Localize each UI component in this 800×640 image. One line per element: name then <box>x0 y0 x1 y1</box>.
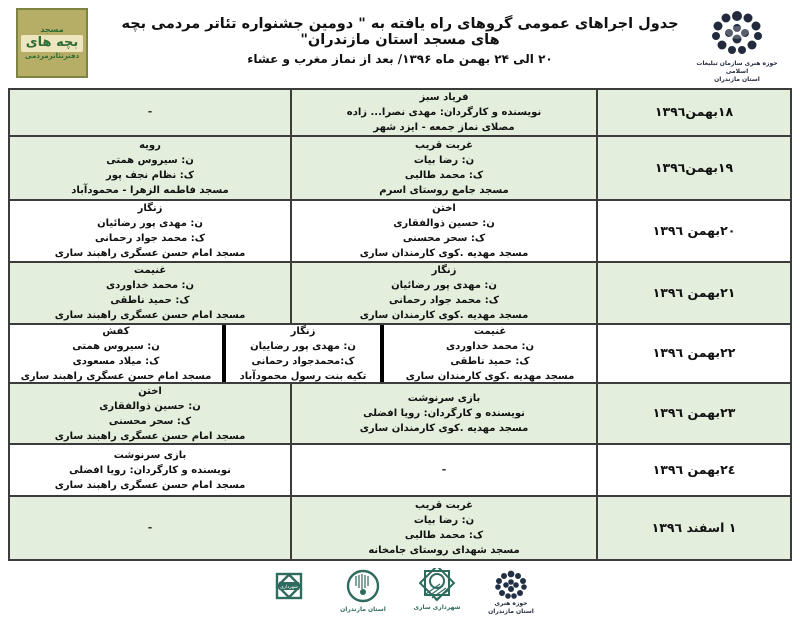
show-venue: مسجد مهدیه .کوی کارمندان ساری <box>359 423 529 434</box>
show-writer: ن: محمد خداوردی <box>445 340 535 352</box>
show-cell <box>10 445 292 495</box>
show-venue: مسجد امام حسن عسگری راهبند ساری <box>54 479 246 491</box>
masjed-children-theater-logo <box>16 8 88 78</box>
empty-dash: - <box>147 520 153 534</box>
table-row <box>10 382 790 443</box>
empty-dash: - <box>147 105 153 119</box>
show-title: کفش <box>102 325 130 337</box>
show-cell <box>292 201 598 261</box>
show-venue: مصلای نماز جمعه - ایزد شهر <box>373 122 515 133</box>
show-title: بازی سرنوشت <box>407 393 481 404</box>
show-director: ک: نظام نجف پور <box>106 170 194 181</box>
show-writer: ن: رضا بیات <box>413 155 475 166</box>
province-seal-logo <box>335 568 391 614</box>
date-cell: ١٨بهمن١٣٩٦ <box>654 104 734 120</box>
show-venue: مسجد امام حسن عسگری راهبند ساری <box>54 310 246 321</box>
show-cell <box>292 263 598 323</box>
show-cell <box>292 384 598 443</box>
show-detail: نویسنده و کارگردان: رویا افضلی <box>363 408 525 419</box>
municipality-seal-icon <box>271 568 307 606</box>
show-title: اختن <box>432 203 456 214</box>
show-director: ک: سحر محسنی <box>108 415 192 427</box>
hozeh-honari-caption2: استان مازندران <box>714 75 760 83</box>
show-title: غربت قریب <box>415 500 473 511</box>
show-title: غنیمت <box>473 325 507 337</box>
hozeh-honari-small-caption2: استان مازندران <box>488 607 534 615</box>
show-cell <box>384 325 598 382</box>
show-writer: ن: حسین ذوالفقاری <box>393 218 495 229</box>
show-writer: ن: حسین ذوالفقاری <box>99 400 201 412</box>
show-title: اختن <box>138 385 162 397</box>
logo-left-line2: بچه های <box>21 35 83 51</box>
show-title: فریاد سبز <box>419 92 469 103</box>
show-director: ک: محمد جواد رحمانی <box>95 233 205 244</box>
show-detail: نویسنده و کارگردان: مهدی نصرا... زاده <box>346 107 542 118</box>
show-cell <box>292 90 598 135</box>
show-cell <box>10 384 292 443</box>
show-cell <box>292 137 598 199</box>
show-cell <box>10 201 292 261</box>
table-row <box>10 323 790 382</box>
show-cell <box>10 325 226 382</box>
hozeh-honari-small-caption1: حوزه هنری <box>494 600 528 607</box>
hozeh-honari-small-logo <box>483 568 539 615</box>
show-cell <box>292 497 598 559</box>
show-writer: ن: مهدی پور رضائیان <box>391 280 497 291</box>
show-title: زنگار <box>431 265 457 276</box>
show-writer: ن: سیروس همتی <box>72 340 160 352</box>
show-writer: ن: رضا بیات <box>413 515 475 526</box>
show-director: ک: سحر محسنی <box>402 233 486 244</box>
show-title: زنگار <box>290 325 316 337</box>
page-title: جدول اجراهای عمومی گروهای راه یافته به " دومین جشنواره تئاتر مردمی بچه های مسجد استان مازندران" <box>121 16 679 48</box>
show-venue: مسجد مهدیه .کوی کارمندان ساری <box>405 370 575 382</box>
show-cell <box>10 263 292 323</box>
show-cell <box>10 137 292 199</box>
show-venue: مسجد جامع روستای اسرم <box>379 185 509 196</box>
show-director: ک: محمد جواد رحمانی <box>389 295 499 306</box>
show-title: بازی سرنوشت <box>113 449 187 461</box>
show-writer: ن: سیروس همتی <box>106 155 194 166</box>
table-row <box>10 261 790 323</box>
show-writer: ن: مهدی پور رضاییان <box>250 340 356 352</box>
municipality-seal-label: شهرداری <box>280 585 298 590</box>
schedule-table <box>8 88 792 561</box>
table-row <box>10 495 790 559</box>
sponsor-logos <box>0 568 800 615</box>
show-director: ک: محمد طالبی <box>404 530 484 541</box>
table-row <box>10 135 790 199</box>
table-row <box>10 443 790 495</box>
date-cell: ١ اسفند ١٣٩٦ <box>651 519 737 535</box>
show-director: ک: محمد طالبی <box>404 170 484 181</box>
date-cell: ٢٢بهمن ١٣٩٦ <box>652 345 736 361</box>
date-cell: ٢٤بهمن ١٣٩٦ <box>652 461 736 477</box>
show-title: غربت قریب <box>415 140 473 151</box>
show-title: غنیمت <box>133 265 167 276</box>
show-venue: مسجد امام حسن عسگری راهبند ساری <box>20 370 212 382</box>
province-seal-icon <box>344 568 382 606</box>
show-venue: مسجد مهدیه .کوی کارمندان ساری <box>359 248 529 259</box>
show-detail: نویسنده و کارگردان: رویا افضلی <box>69 464 231 476</box>
show-venue: مسجد شهدای روستای جامخانه <box>368 545 520 556</box>
hozeh-honari-logo <box>694 6 780 84</box>
show-title: رویه <box>139 140 161 151</box>
province-seal-caption: استان مازندران <box>340 606 386 613</box>
date-cell: ٢٠بهمن ١٣٩٦ <box>652 222 736 238</box>
show-director: ک: حمید ناطقی <box>110 295 190 306</box>
page-subtitle: ۲۰ الی ۲۴ بهمن ماه ۱۳۹۶/ بعد از نماز مغرب و عشاء <box>247 52 553 66</box>
sari-municipality-logo <box>409 568 465 612</box>
hozeh-honari-caption1: حوزه هنری سازمان تبلیغات اسلامی <box>696 60 778 75</box>
hozeh-honari-small-icon <box>491 568 531 600</box>
show-writer: ن: مهدی پور رضائیان <box>97 218 203 229</box>
show-director: ک: حمید ناطقی <box>450 355 530 367</box>
show-director: ک:محمدجواد رحمانی <box>251 355 355 367</box>
show-director: ک: میلاد مسعودی <box>72 355 160 367</box>
show-cell-inserted <box>226 325 384 382</box>
show-venue: مسجد امام حسن عسگری راهبند ساری <box>54 248 246 259</box>
hozeh-honari-flower-icon <box>706 6 768 60</box>
date-cell: ٢٣بهمن ١٣٩٦ <box>652 405 736 421</box>
table-row <box>10 90 790 135</box>
logo-left-line1: مسجد <box>40 24 64 34</box>
show-venue: مسجد امام حسن عسگری راهبند ساری <box>54 430 246 442</box>
municipality-seal-logo <box>261 568 317 606</box>
logo-left-line3: دفترتئاترمردمی <box>24 51 80 60</box>
show-cell-empty <box>10 90 292 135</box>
sari-municipality-caption: شهرداری ساری <box>413 604 461 611</box>
empty-dash: - <box>441 462 447 476</box>
show-title: زنگار <box>137 203 163 214</box>
sari-municipality-icon <box>416 568 458 604</box>
date-cell: ١٩بهمن١٣٩٦ <box>654 159 734 175</box>
show-venue: تکیه بنت رسول محمودآباد <box>239 370 367 382</box>
show-cell-empty <box>10 497 292 559</box>
show-writer: ن: محمد خداوردی <box>105 280 195 291</box>
date-cell: ٢١بهمن ١٣٩٦ <box>652 284 736 300</box>
show-venue: مسجد مهدیه .کوی کارمندان ساری <box>359 310 529 321</box>
table-row <box>10 199 790 261</box>
show-cell-empty <box>292 445 598 495</box>
show-venue: مسجد فاطمه الزهرا - محمودآباد <box>71 185 229 196</box>
